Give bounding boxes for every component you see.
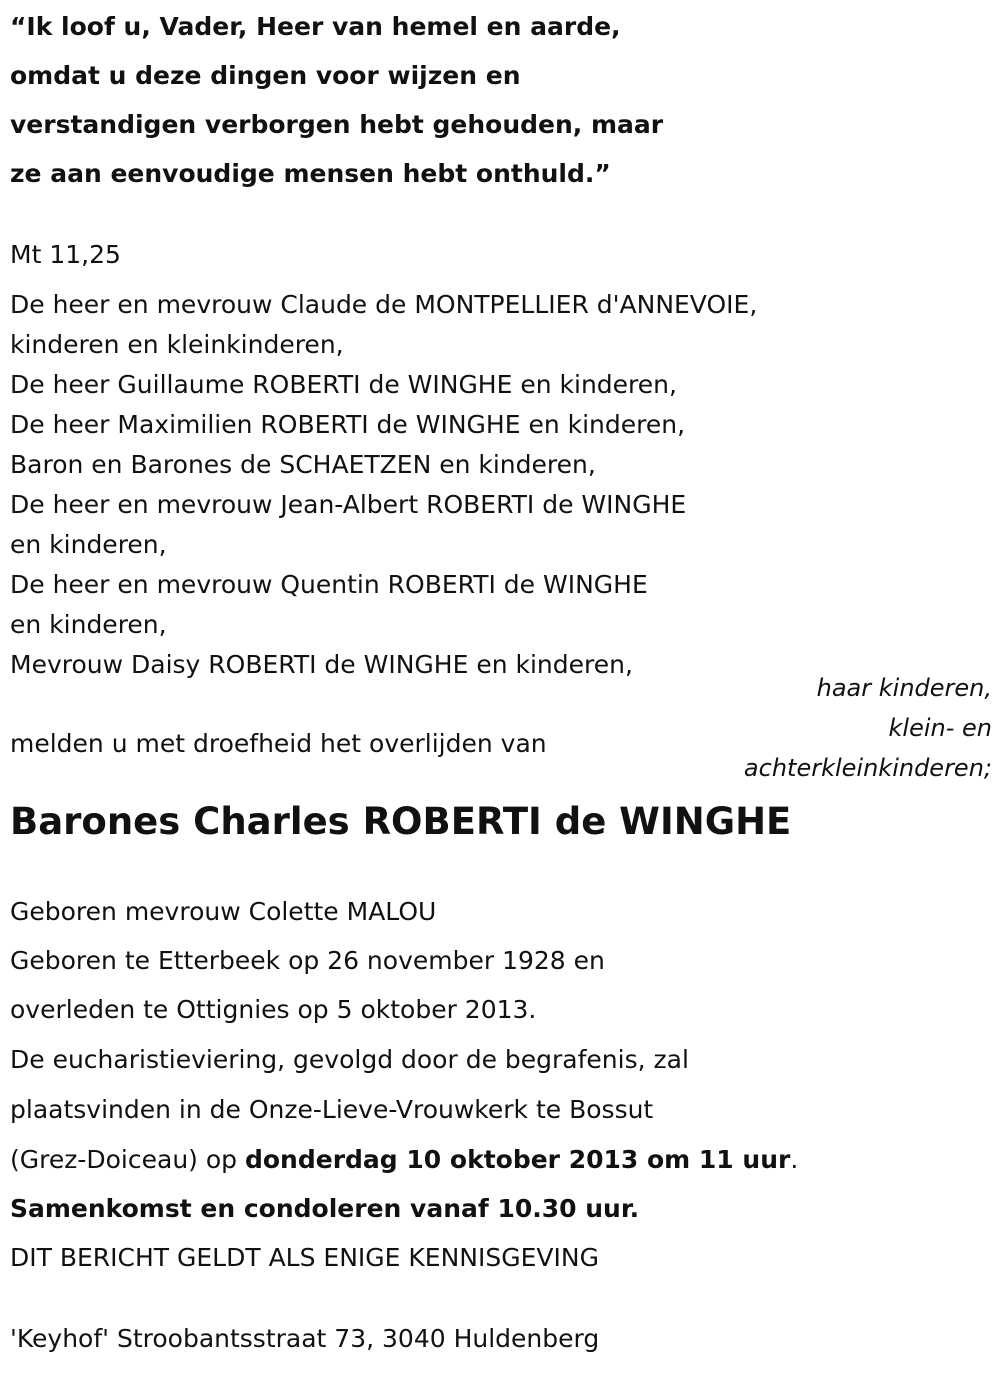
ceremony-date-line [10,1145,798,1175]
family-line: Mevrouw Daisy ROBERTI de WINGHE en kinderen, [10,650,633,679]
descendants-line: klein- en [888,714,992,742]
quote-line: “Ik loof u, Vader, Heer van hemel en aarde, [10,12,621,41]
birth-line: Geboren te Etterbeek op 26 november 1928 en [10,946,605,975]
notice-text: DIT BERICHT GELDT ALS ENIGE KENNISGEVING [10,1243,599,1272]
born-as: Geboren mevrouw Colette MALOU [10,897,437,926]
ceremony-place: (Grez-Doiceau) op [10,1145,245,1174]
family-line: De heer en mevrouw Quentin ROBERTI de WINGHE [10,570,648,599]
ceremony-line: plaatsvinden in de Onze-Lieve-Vrouwkerk te Bossut [10,1095,654,1124]
ceremony-date: donderdag 10 oktober 2013 om 11 uur [244,1145,791,1174]
deceased-name: Barones Charles ROBERTI de WINGHE [10,800,792,843]
address: 'Keyhof' Stroobantsstraat 73, 3040 Huldenberg [10,1324,600,1353]
ceremony-period: . [790,1145,799,1174]
family-line: Baron en Barones de SCHAETZEN en kinderen, [10,450,596,479]
family-line: en kinderen, [10,610,167,639]
quote-line: verstandigen verborgen hebt gehouden, maar [10,110,664,139]
family-line: De heer en mevrouw Claude de MONTPELLIER d'ANNEVOIE, [10,290,758,319]
ceremony-line: De eucharistieviering, gevolgd door de begrafenis, zal [10,1045,689,1074]
gathering-info: Samenkomst en condoleren vanaf 10.30 uur. [10,1194,640,1223]
family-line: kinderen en kleinkinderen, [10,330,344,359]
announcement-text: melden u met droefheid het overlijden van [10,729,547,758]
family-line: De heer Guillaume ROBERTI de WINGHE en kinderen, [10,370,677,399]
quote-reference: Mt 11,25 [10,240,121,269]
quote-line: omdat u deze dingen voor wijzen en [10,61,521,90]
death-line: overleden te Ottignies op 5 oktober 2013. [10,995,537,1024]
family-line: De heer Maximilien ROBERTI de WINGHE en kinderen, [10,410,686,439]
family-line: en kinderen, [10,530,167,559]
descendants-line: haar kinderen, [816,674,992,702]
quote-line: ze aan eenvoudige mensen hebt onthuld.” [10,159,611,188]
family-line: De heer en mevrouw Jean-Albert ROBERTI de WINGHE [10,490,687,519]
descendants-line: achterkleinkinderen; [743,754,992,782]
